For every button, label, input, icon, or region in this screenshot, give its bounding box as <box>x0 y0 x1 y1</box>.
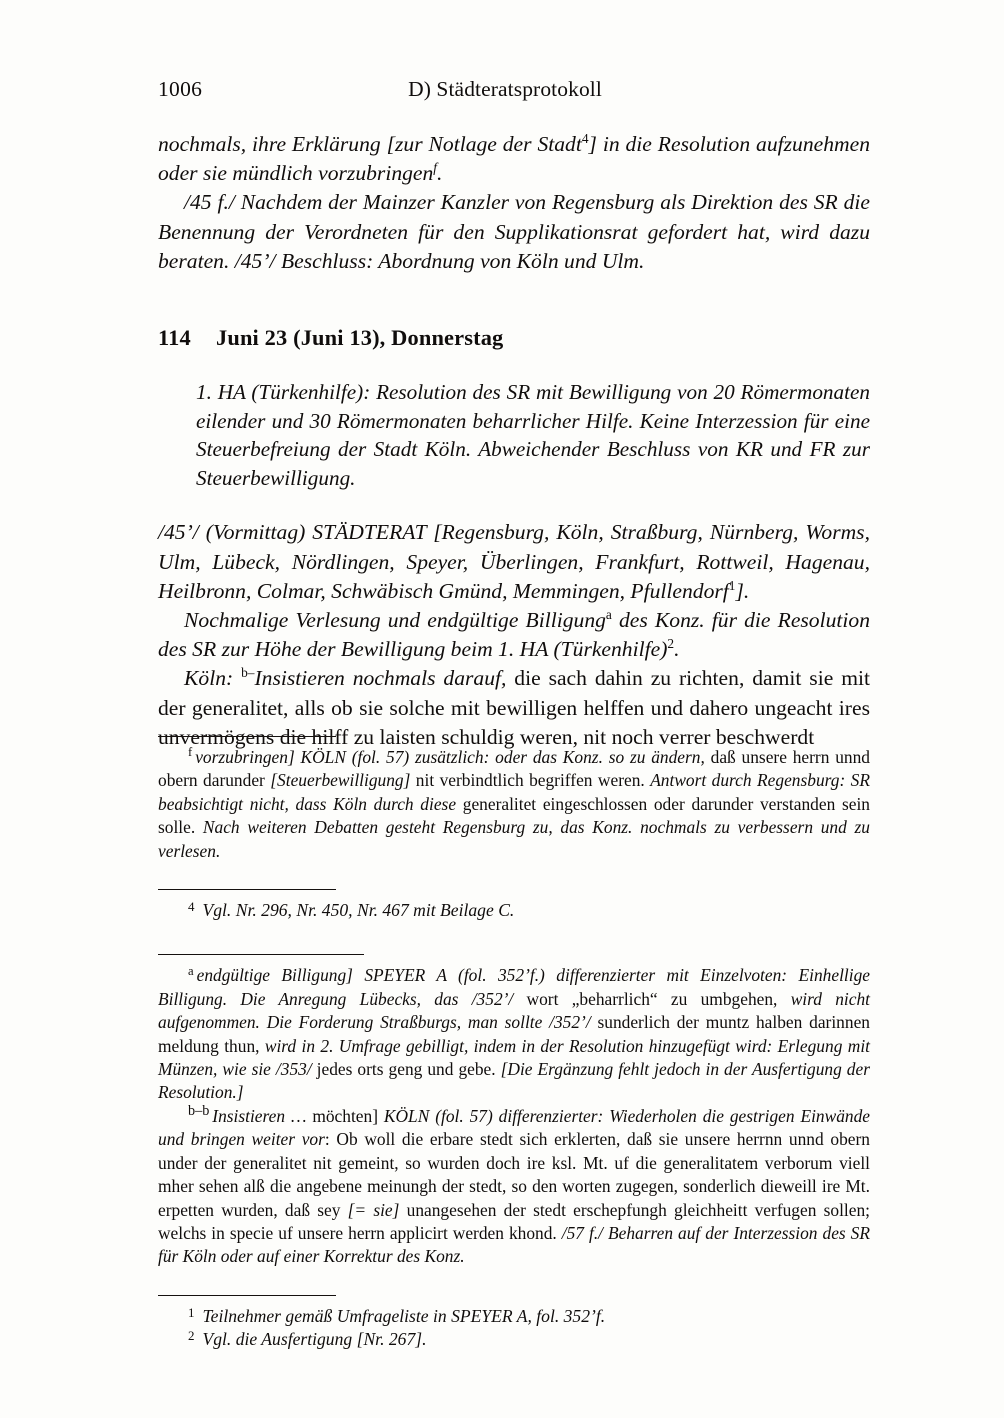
footnote-a-seg2: wort „beharrlich“ zu umbgehen, <box>513 988 791 1009</box>
footnote-ref-a: a <box>605 606 612 622</box>
footnote-f-seg5: Antwort durch Regensburg: SR beabsichtigt nicht, dass Köln durch diese <box>158 770 871 814</box>
footnote-f-seg6: generalitet eingeschlossen oder darunder verstanden sein solle. <box>158 793 870 838</box>
footnote-separator-rule <box>158 889 336 890</box>
koeln-source-quote: die sach dahin zu richten, damit sie mit der generalitet, alls ob sie solche mit bewilligen helffen und dahero ungeacht ires unvermögens die hilff zu laisten schuldig weren, nit noch verrer beschwerdt <box>158 666 870 749</box>
footnote-f-seg7: Nach weiteren Debatten gesteht Regensburg zu, das Konz. nochmals zu verbessern und zu verlesen. <box>158 817 870 861</box>
footnote-ref-1: 1 <box>728 577 736 593</box>
footnote-ref-2: 2 <box>667 636 675 652</box>
spacer <box>158 1271 870 1295</box>
footnote-1-text: Teilnehmer gemäß Umfrageliste in SPEYER A, fol. 352’f. <box>202 1305 606 1326</box>
footnote-a-seg5: wird in 2. Umfrage gebilligt, indem in der Resolution hinzugefügt wird: Erlegung mit Münzen, wie sie /353/ <box>158 1035 870 1080</box>
body-text-top <box>158 130 870 276</box>
folio-number: 1006 <box>158 77 203 101</box>
footnote-a-seg7: [Die Ergänzung fehlt jedoch in der Ausfertigung der Resolution.] <box>158 1059 870 1103</box>
footnote-a <box>158 964 870 1104</box>
footnote-f-seg1: vorzubringen] KÖLN (fol. 57) zusätzlich: oder das Konz. so zu ändern, <box>195 747 705 767</box>
para1-segment-c: . <box>437 161 443 186</box>
section-number: 114 <box>158 325 191 351</box>
footnote-mark-2: 2 <box>188 1328 195 1344</box>
footnote-b-seg7: /57 f./ Beharren auf der Interzession des SR für Köln oder auf einer Korrektur des Konz. <box>158 1222 870 1267</box>
paragraph-billigung <box>158 606 870 664</box>
attendance-list <box>158 518 870 606</box>
paragraph-continuation <box>158 130 870 188</box>
section-title: Juni 23 (Juni 13), Donnerstag <box>216 325 504 351</box>
spacer <box>158 865 870 889</box>
billigung-segment-a: Nochmalige Verlesung und endgültige Billigung <box>184 608 606 632</box>
footnote-ref-f: f <box>433 160 438 176</box>
footnote-2-text: Vgl. die Ausfertigung [Nr. 267]. <box>202 1329 427 1350</box>
footnote-b-seg6: unangesehen der stedt erschepfungh gleichheitt verfugen sollen; welchs in specie uf unsere herrn applicirt werden khond. <box>158 1199 870 1243</box>
running-head <box>158 74 870 108</box>
page-content <box>158 74 870 752</box>
para1-segment-a: nochmals, ihre Erklärung [zur Notlage der Stadt <box>158 132 582 156</box>
footnote-f-seg2: daß unsere herrn unnd obern darunder <box>158 747 870 791</box>
footnote-b-seg4: : Ob woll die erbare stedt sich erklerten, daß sie unsere herrnn unnd obern under der generalitet nit gemeint, so wurden doch ire ksl. Mt. uf die generalitatem verborum viell mher sehen alß die angebene meinungh der stedt, so den worten zugegen, sonderlich dieweill ire Mt. erpetten wurden, daß sey <box>158 1129 870 1220</box>
paragraph-45f: /45 f./ Nachdem der Mainzer Kanzler von Regensburg als Direktion des SR die Benennung der Verordneten für den Supplikationsrat gefordert hat, wird dazu beraten. /45’/ Beschluss: Abordnung von Köln und Ulm. <box>158 190 870 273</box>
billigung-segment-c: . <box>674 637 680 662</box>
footnote-separator-rule <box>158 954 364 955</box>
footnote-mark-4: 4 <box>188 899 195 915</box>
footnote-separator-rule <box>158 736 336 737</box>
billigung-segment-b: des Konz. für die Resolution des SR zur Höhe der Bewilligung beim 1. HA (Türkenhilfe) <box>158 608 870 662</box>
koeln-italic-quote: Insistieren nochmals darauf, <box>254 666 507 691</box>
running-head-title: D) Städteratsprotokoll <box>408 77 602 101</box>
footnote-1 <box>158 1305 870 1328</box>
footnote-mark-1: 1 <box>188 1304 195 1320</box>
footnote-a-seg3: wird nicht aufgenommen. Die Forderung Straßburgs, man sollte /352’/ <box>158 988 870 1033</box>
footnote-ref-4: 4 <box>581 130 589 146</box>
koeln-speaker-label: Köln: <box>184 666 234 691</box>
footnote-f-seg3: [Steuerbewilligung] <box>270 770 411 791</box>
spacer <box>158 924 870 954</box>
footnote-f-seg4: nit verbindtlich begriffen weren. <box>410 770 651 791</box>
footnote-apparatus <box>158 736 870 1354</box>
footnote-a-seg4: sunderlich der muntz halben darinnen meldung thun, <box>158 1012 870 1056</box>
footnote-4-text: Vgl. Nr. 296, Nr. 450, Nr. 467 mit Beilage C. <box>202 900 515 921</box>
footnote-group-a <box>158 954 870 1268</box>
footnote-b <box>158 1105 870 1269</box>
footnote-b-seg1: Insistieren … <box>212 1105 313 1126</box>
footnote-group-f <box>158 736 870 863</box>
attendance-segment-a: /45’/ (Vormittag) STÄDTERAT [Regensburg, Köln, Straßburg, Nürnberg, Worms, Ulm, Lübeck, Nördlingen, Speyer, Überlingen, Frankfurt, Rottweil, Hagenau, Heilbronn, Colmar, Schwäbisch Gmünd, Memmingen, Pfullendorf <box>158 520 870 603</box>
footnote-separator-rule <box>158 1295 336 1296</box>
footnote-a-seg6: jedes orts geng und gebe. <box>311 1059 501 1080</box>
footnote-4 <box>158 899 870 922</box>
footnote-group-numbers <box>158 1295 870 1352</box>
footnote-f <box>158 746 870 863</box>
para1-segment-b: ] in die Resolution aufzunehmen oder sie mündlich vorzubringen <box>158 132 870 186</box>
footnote-ref-b: b– <box>241 665 255 681</box>
regest-summary: 1. HA (Türkenhilfe): Resolution des SR mit Bewilligung von 20 Römermonaten eilender und 30 Römermonaten beharrlicher Hilfe. Keine Interzession für eine Steuerbefreiung der Stadt Köln. Abweichender Beschluss von KR und FR zur Steuerbewilligung. <box>196 380 870 490</box>
section-heading <box>158 324 870 352</box>
footnote-b-seg2: möchten] <box>312 1105 378 1126</box>
attendance-segment-b: ]. <box>735 578 750 603</box>
footnote-group-4 <box>158 889 870 922</box>
footnote-mark-f: f <box>188 745 193 760</box>
footnote-mark-b: b–b <box>188 1103 210 1120</box>
footnote-2 <box>158 1328 870 1351</box>
footnote-mark-a: a <box>188 963 194 978</box>
footnote-b-seg3: KÖLN (fol. 57) differenzierter: Wiederholen die gestrigen Einwände und bringen weiter vor <box>158 1105 870 1150</box>
footnote-a-seg1: endgültige Billigung] SPEYER A (fol. 352’f.) differenzierter mit Einzelvoten: Einhellige Billigung. Die Anregung Lübecks, das /352’/ <box>158 965 870 1009</box>
footnote-b-seg5: [= sie] <box>347 1199 400 1220</box>
